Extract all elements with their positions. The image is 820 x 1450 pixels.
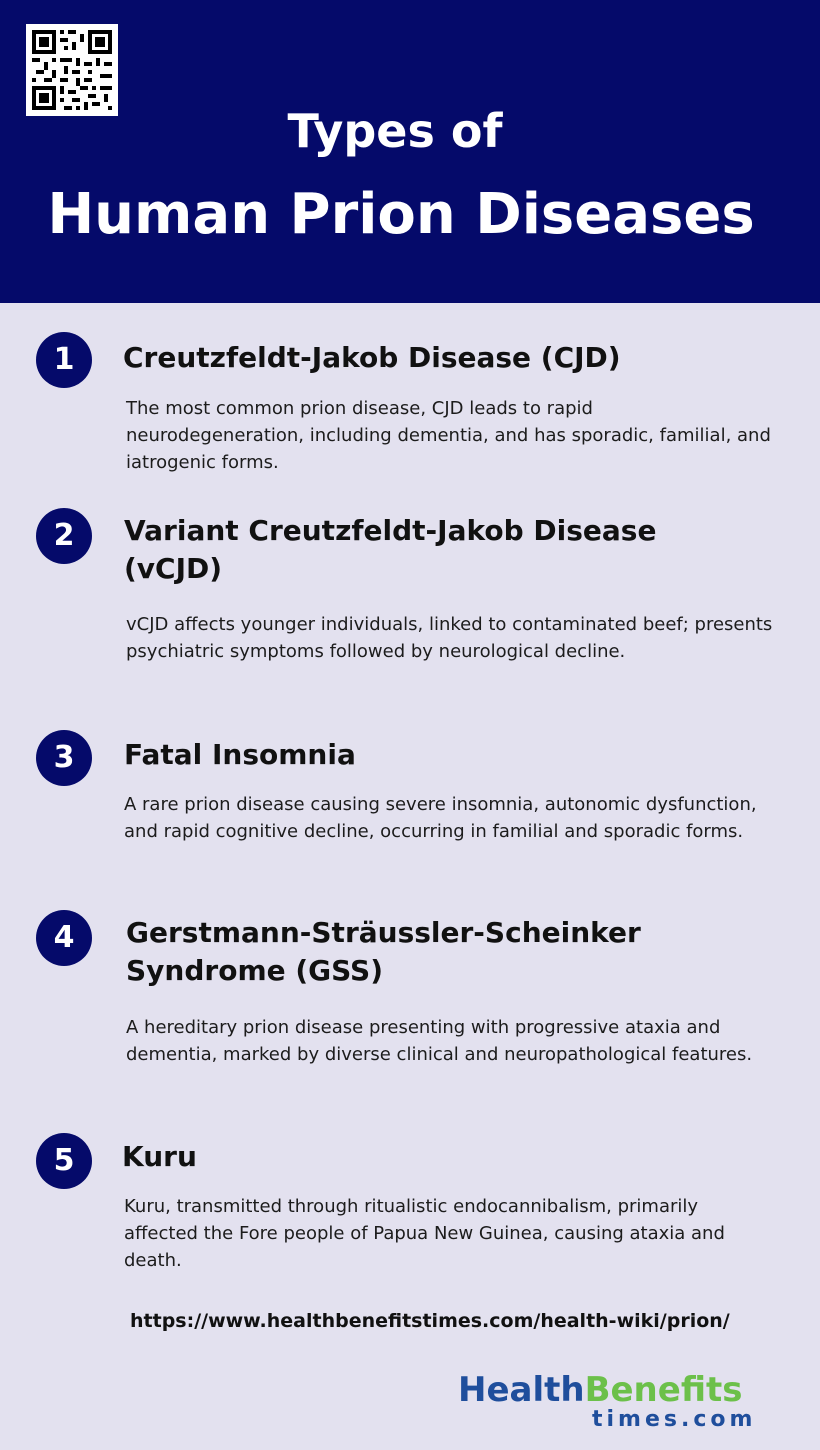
title-line-1: Types of	[287, 104, 503, 158]
logo-subtitle: times.com	[592, 1407, 757, 1432]
number-badge: 4	[36, 910, 92, 966]
item-title: Creutzfeldt-Jakob Disease (CJD)	[123, 341, 621, 374]
logo-part-benefits: Benefits	[584, 1370, 743, 1410]
header-banner	[0, 0, 820, 303]
number-badge: 1	[36, 332, 92, 388]
health-benefits-times-logo[interactable]	[458, 1370, 768, 1432]
logo-part-health: Health	[458, 1370, 585, 1410]
title-line-2: Human Prion Diseases	[47, 182, 755, 247]
logo-wordmark	[458, 1370, 743, 1410]
item-description: vCJD affects younger individuals, linked to contaminated beef; presents psychiatric symptoms followed by neurological decline.	[126, 614, 773, 662]
item-title: Gerstmann-Sträussler-Scheinker Syndrome (GSS)	[126, 916, 641, 987]
number-badge: 5	[36, 1133, 92, 1189]
item-title: Variant Creutzfeldt-Jakob Disease (vCJD)	[124, 514, 657, 585]
number-badge: 2	[36, 508, 92, 564]
source-url-link[interactable]: https://www.healthbenefitstimes.com/health-wiki/prion/	[130, 1310, 730, 1332]
item-description: Kuru, transmitted through ritualistic endocannibalism, primarily affected the Fore people of Papua New Guinea, causing ataxia and death.	[124, 1196, 725, 1271]
item-description: A hereditary prion disease presenting with progressive ataxia and dementia, marked by diverse clinical and neuropathological features.	[126, 1017, 753, 1065]
item-title: Fatal Insomnia	[124, 738, 356, 771]
number-badge: 3	[36, 730, 92, 786]
item-title: Kuru	[122, 1140, 197, 1173]
item-description: A rare prion disease causing severe insomnia, autonomic dysfunction, and rapid cognitive decline, occurring in familial and sporadic forms.	[124, 794, 757, 842]
item-description: The most common prion disease, CJD leads to rapid neurodegeneration, including dementia, and has sporadic, familial, and iatrogenic forms.	[126, 398, 771, 473]
